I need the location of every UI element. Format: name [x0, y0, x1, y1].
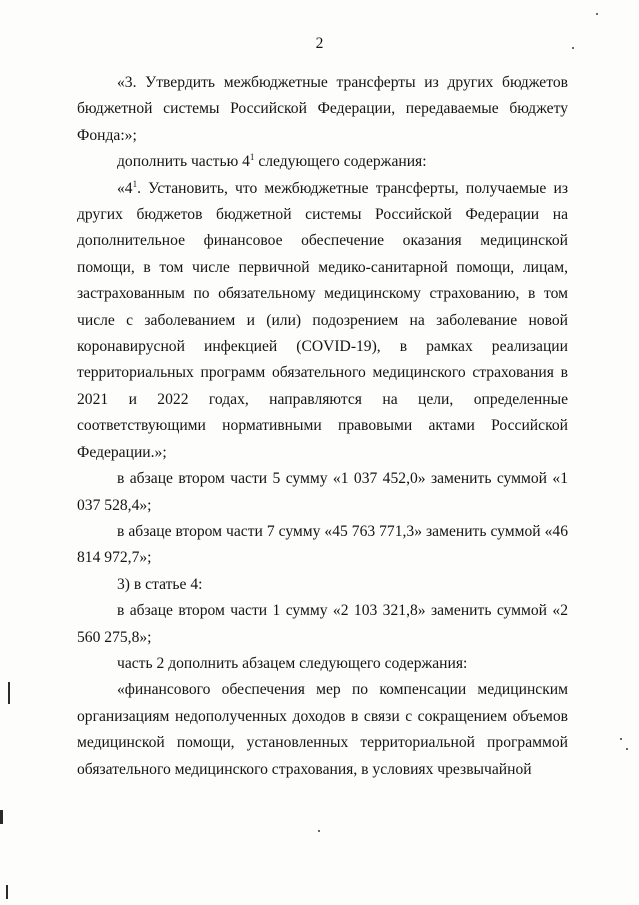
paragraph-2-text-end: следующего содержания: [254, 153, 427, 171]
scan-speck [626, 748, 628, 750]
scan-speck [572, 47, 574, 49]
page-number: 2 [315, 35, 324, 52]
paragraph-4: в абзаце втором части 5 сумму «1 037 452,0» заменить суммой «1 037 528,4»; [77, 470, 568, 514]
scan-speck [596, 13, 598, 15]
paragraph-5: в абзаце втором части 7 сумму «45 763 771,3» заменить суммой «46 814 972,7»; [77, 522, 568, 567]
document-body [77, 70, 568, 783]
paragraph-2-superscript: 1 [249, 152, 255, 163]
paragraph-8: часть 2 дополнить абзацем следующего содержания: [117, 654, 468, 672]
paragraph-3-text-start: «4 [117, 179, 133, 197]
paragraph-9: «финансового обеспечения мер по компенсации медицинским организациям недополученных доходов в связи с сокращением объемов медицинской помощи, установленных территориальной программой обязательного медицинского страхования, в условиях чрезвычайной [77, 681, 568, 778]
paragraph-1: «3. Утвердить межбюджетные трансферты из других бюджетов бюджетной системы Российской Федерации, передаваемые бюджету Фонда:»; [77, 74, 568, 144]
scan-speck [620, 738, 622, 740]
paragraph-3 [77, 176, 568, 466]
paragraph-7: в абзаце втором части 1 сумму «2 103 321,8» заменить суммой «2 560 275,8»; [77, 602, 568, 646]
paragraph-2-text-start: дополнить частью 4 [117, 153, 250, 171]
paragraph-6: 3) в статье 4: [117, 575, 203, 593]
scan-edge-mark [8, 682, 10, 704]
scan-edge-mark [6, 885, 8, 899]
scan-edge-mark [0, 810, 3, 824]
scan-speck [318, 830, 320, 832]
paragraph-3-text-end: . Установить, что межбюджетные трансферты, получаемые из других бюджетов бюджетной системы Российской Федерации на дополнительное финансовое обеспечение оказания медицинской помощи, в том числе первичной медико-санитарной помощи, лицам, застрахованным по обязательному медицинскому страхованию, в том числе с заболеванием и (или) подозрением на заболевание новой коронавирусной инфекцией (COVID-19), в рамках реализации территориальных программ обязательного медицинского страхования в 2021 и 2022 годах, направляются на цели, определенные соответствующими нормативными правовыми актами Российской Федерации.»; [77, 179, 568, 461]
paragraph-2 [77, 149, 568, 175]
paragraph-3-superscript: 1 [132, 178, 138, 189]
